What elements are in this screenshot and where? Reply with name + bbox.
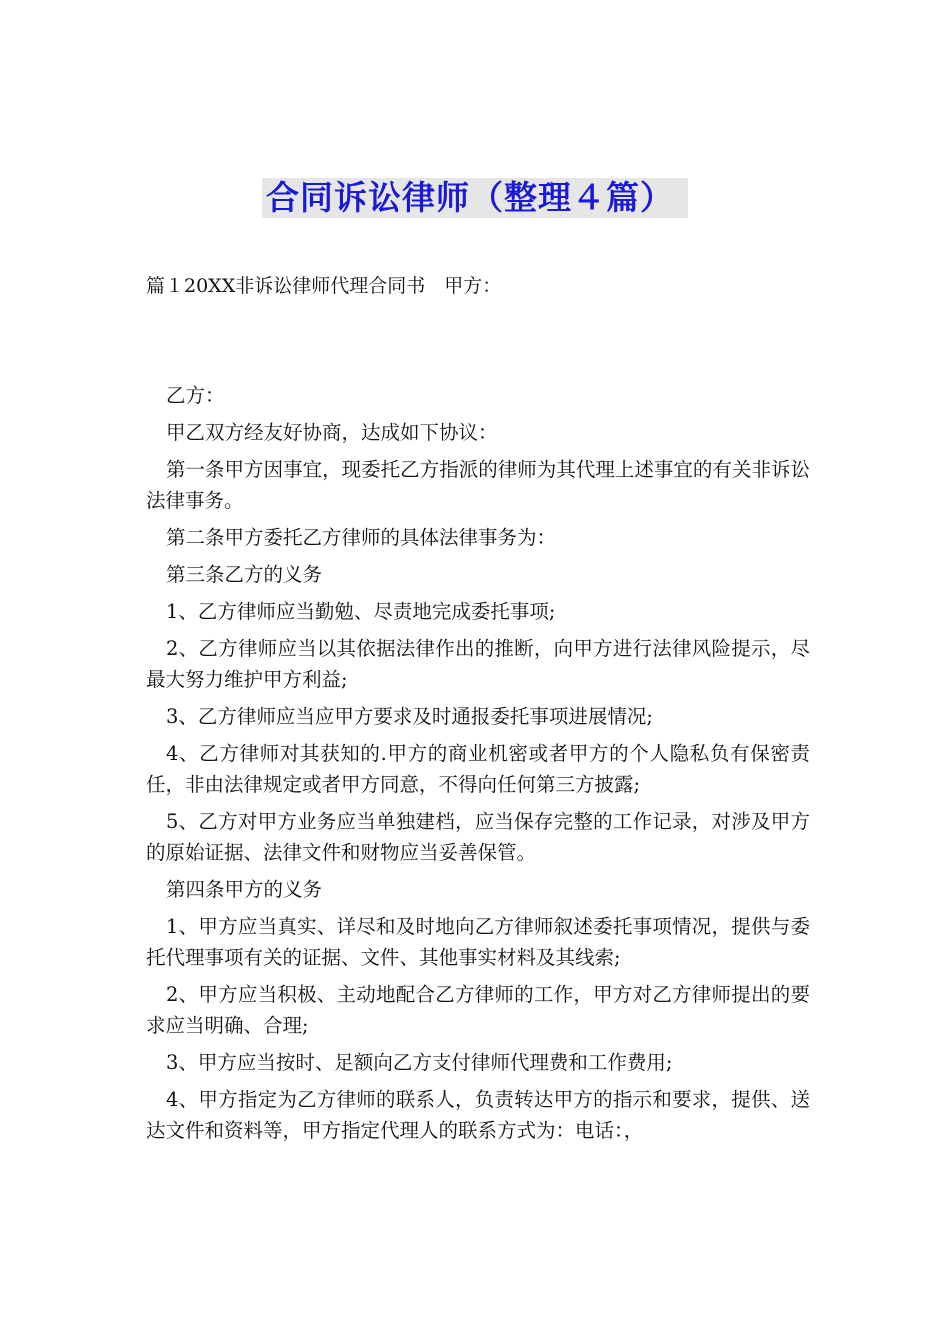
- paragraph: 1、乙方律师应当勤勉、尽责地完成委托事项;: [166, 600, 556, 623]
- paragraph: 5、乙方对甲方业务应当单独建档，应当保存完整的工作记录，对涉及甲方的原始证据、法律文件和财物应当妥善保管。: [146, 810, 810, 864]
- paragraph: 甲乙双方经友好协商，达成如下协议：: [166, 421, 498, 444]
- paragraph: 1、甲方应当真实、详尽和及时地向乙方律师叙述委托事项情况，提供与委托代理事项有关的证据、文件、其他事实材料及其线索;: [146, 915, 810, 969]
- paragraph: 3、甲方应当按时、足额向乙方支付律师代理费和工作费用;: [166, 1051, 673, 1074]
- document-body: [146, 380, 810, 1152]
- paragraph: 第一条甲方因事宜，现委托乙方指派的律师为其代理上述事宜的有关非诉讼法律事务。: [146, 458, 810, 512]
- paragraph: 第三条乙方的义务: [166, 563, 323, 586]
- paragraph: 第二条甲方委托乙方律师的具体法律事务为：: [166, 526, 557, 549]
- paragraph: 乙方：: [166, 384, 225, 407]
- paragraph: 4、甲方指定为乙方律师的联系人，负责转达甲方的指示和要求，提供、送达文件和资料等，甲方指定代理人的联系方式为：电话：，: [146, 1088, 810, 1142]
- title-container: [0, 178, 950, 218]
- paragraph: 第四条甲方的义务: [166, 878, 323, 901]
- document-title: 合同诉讼律师（整理４篇）: [262, 178, 688, 218]
- paragraph: 3、乙方律师应当应甲方要求及时通报委托事项进展情况;: [166, 705, 653, 728]
- paragraph: 4、乙方律师对其获知的.甲方的商业机密或者甲方的个人隐私负有保密责任，非由法律规定或者甲方同意，不得向任何第三方披露;: [146, 742, 810, 796]
- intro-line: 篇１20XX非诉讼律师代理合同书 甲方：: [146, 275, 502, 297]
- paragraph: 2、甲方应当积极、主动地配合乙方律师的工作，甲方对乙方律师提出的要求应当明确、合理;: [146, 983, 810, 1037]
- paragraph: 2、乙方律师应当以其依据法律作出的推断，向甲方进行法律风险提示，尽最大努力维护甲方利益;: [146, 637, 810, 691]
